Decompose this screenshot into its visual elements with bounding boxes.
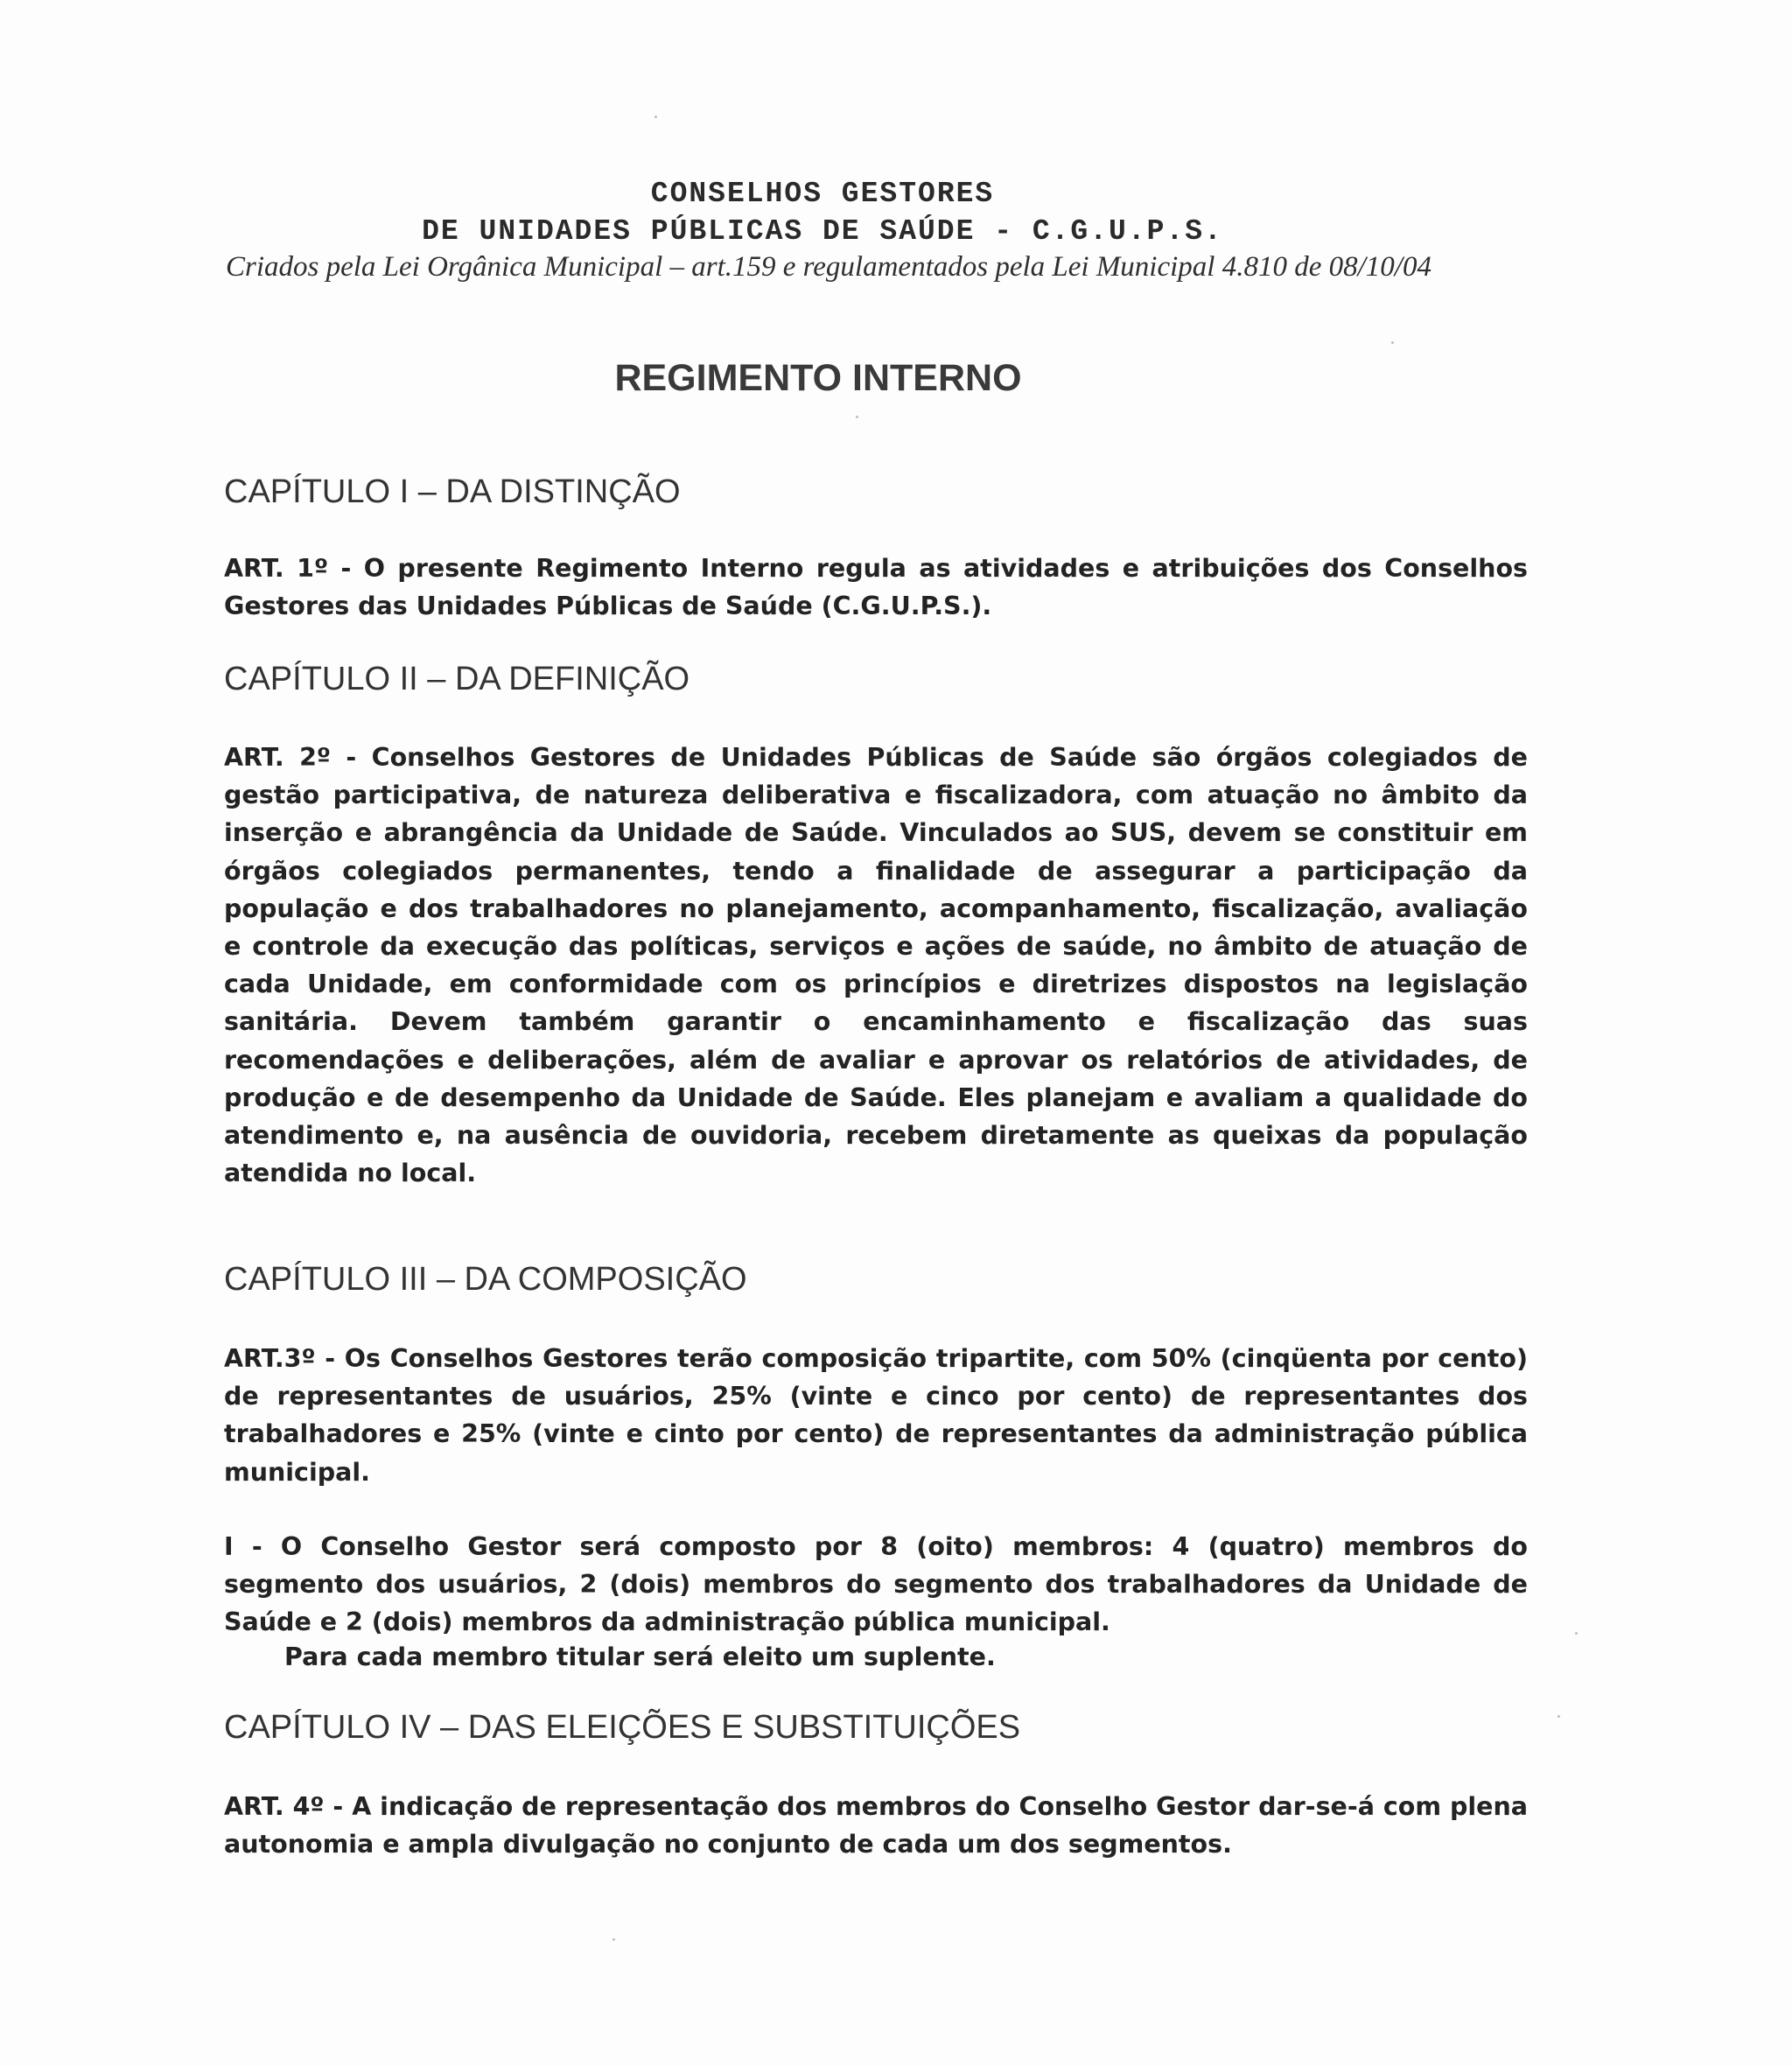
document-title: REGIMENTO INTERNO	[614, 357, 1022, 399]
article-4: ART. 4º - A indicação de representação dos membros do Conselho Gestor dar-se-á com plena autonomia e ampla divulgação no conjunto de cada um dos segmentos.	[224, 1792, 1528, 1859]
article-3-item-1-note: Para cada membro titular será eleito um suplente.	[284, 1642, 996, 1671]
header-legal-basis: Criados pela Lei Orgânica Municipal – art.159 e regulamentados pela Lei Municipal 4.810 de 08/10/04	[226, 251, 1432, 283]
scan-speck	[1391, 341, 1394, 344]
scan-speck	[1558, 1715, 1560, 1718]
chapter-4-heading: CAPÍTULO IV – DAS ELEIÇÕES E SUBSTITUIÇÕES	[224, 1709, 1021, 1746]
scan-speck	[856, 416, 858, 418]
scan-speck	[1575, 1632, 1578, 1635]
article-2: ART. 2º - Conselhos Gestores de Unidades Públicas de Saúde são órgãos colegiados de gestão participativa, de natureza deliberativa e fiscalizadora, com atuação no âmbito da inserção e abrangência da Unidade de Saúde. Vinculados ao SUS, devem se constituir em órgãos colegiados permanentes, tendo a finalidade de assegurar a participação da população e dos trabalhadores no planejamento, acompanhamento, fiscalização, avaliação e controle da execução das políticas, serviços e ações de saúde, no âmbito de atuação de cada Unidade, em conformidade com os princípios e diretrizes dispostos na legislação sanitária. Devem também garantir o encaminhamento e fiscalização das suas recomendações e deliberações, além de avaliar e aprovar os relatórios de atividades, de produção e de desempenho da Unidade de Saúde. Eles planejam e avaliam a qualidade do atendimento e, na ausência de ouvidoria, recebem diretamente as queixas da população atendida no local.	[224, 743, 1528, 1188]
scan-speck	[612, 1938, 615, 1941]
chapter-3-heading: CAPÍTULO III – DA COMPOSIÇÃO	[224, 1261, 747, 1298]
scan-speck	[654, 116, 657, 118]
article-1: ART. 1º - O presente Regimento Interno regula as atividades e atribuições dos Conselhos Gestores das Unidades Públicas de Saúde (C.G.U.P.S.).	[224, 554, 1528, 621]
article-3: ART.3º - Os Conselhos Gestores terão composição tripartite, com 50% (cinqüenta por cento) de representantes de usuários, 25% (vinte e cinco por cento) de representantes dos trabalhadores e 25% (vinte e cinto por cento) de representantes da administração pública municipal.	[224, 1344, 1528, 1487]
header-org-name: CONSELHOS GESTORES	[650, 178, 995, 210]
article-3-item-1: I - O Conselho Gestor será composto por 8 (oito) membros: 4 (quatro) membros do segmento dos usuários, 2 (dois) membros do segmento dos trabalhadores da Unidade de Saúde e 2 (dois) membros da administração pública municipal.	[224, 1532, 1528, 1637]
header-org-subtitle: DE UNIDADES PÚBLICAS DE SAÚDE - C.G.U.P.S.	[422, 215, 1223, 248]
chapter-2-heading: CAPÍTULO II – DA DEFINIÇÃO	[224, 661, 690, 697]
chapter-1-heading: CAPÍTULO I – DA DISTINÇÃO	[224, 473, 681, 510]
